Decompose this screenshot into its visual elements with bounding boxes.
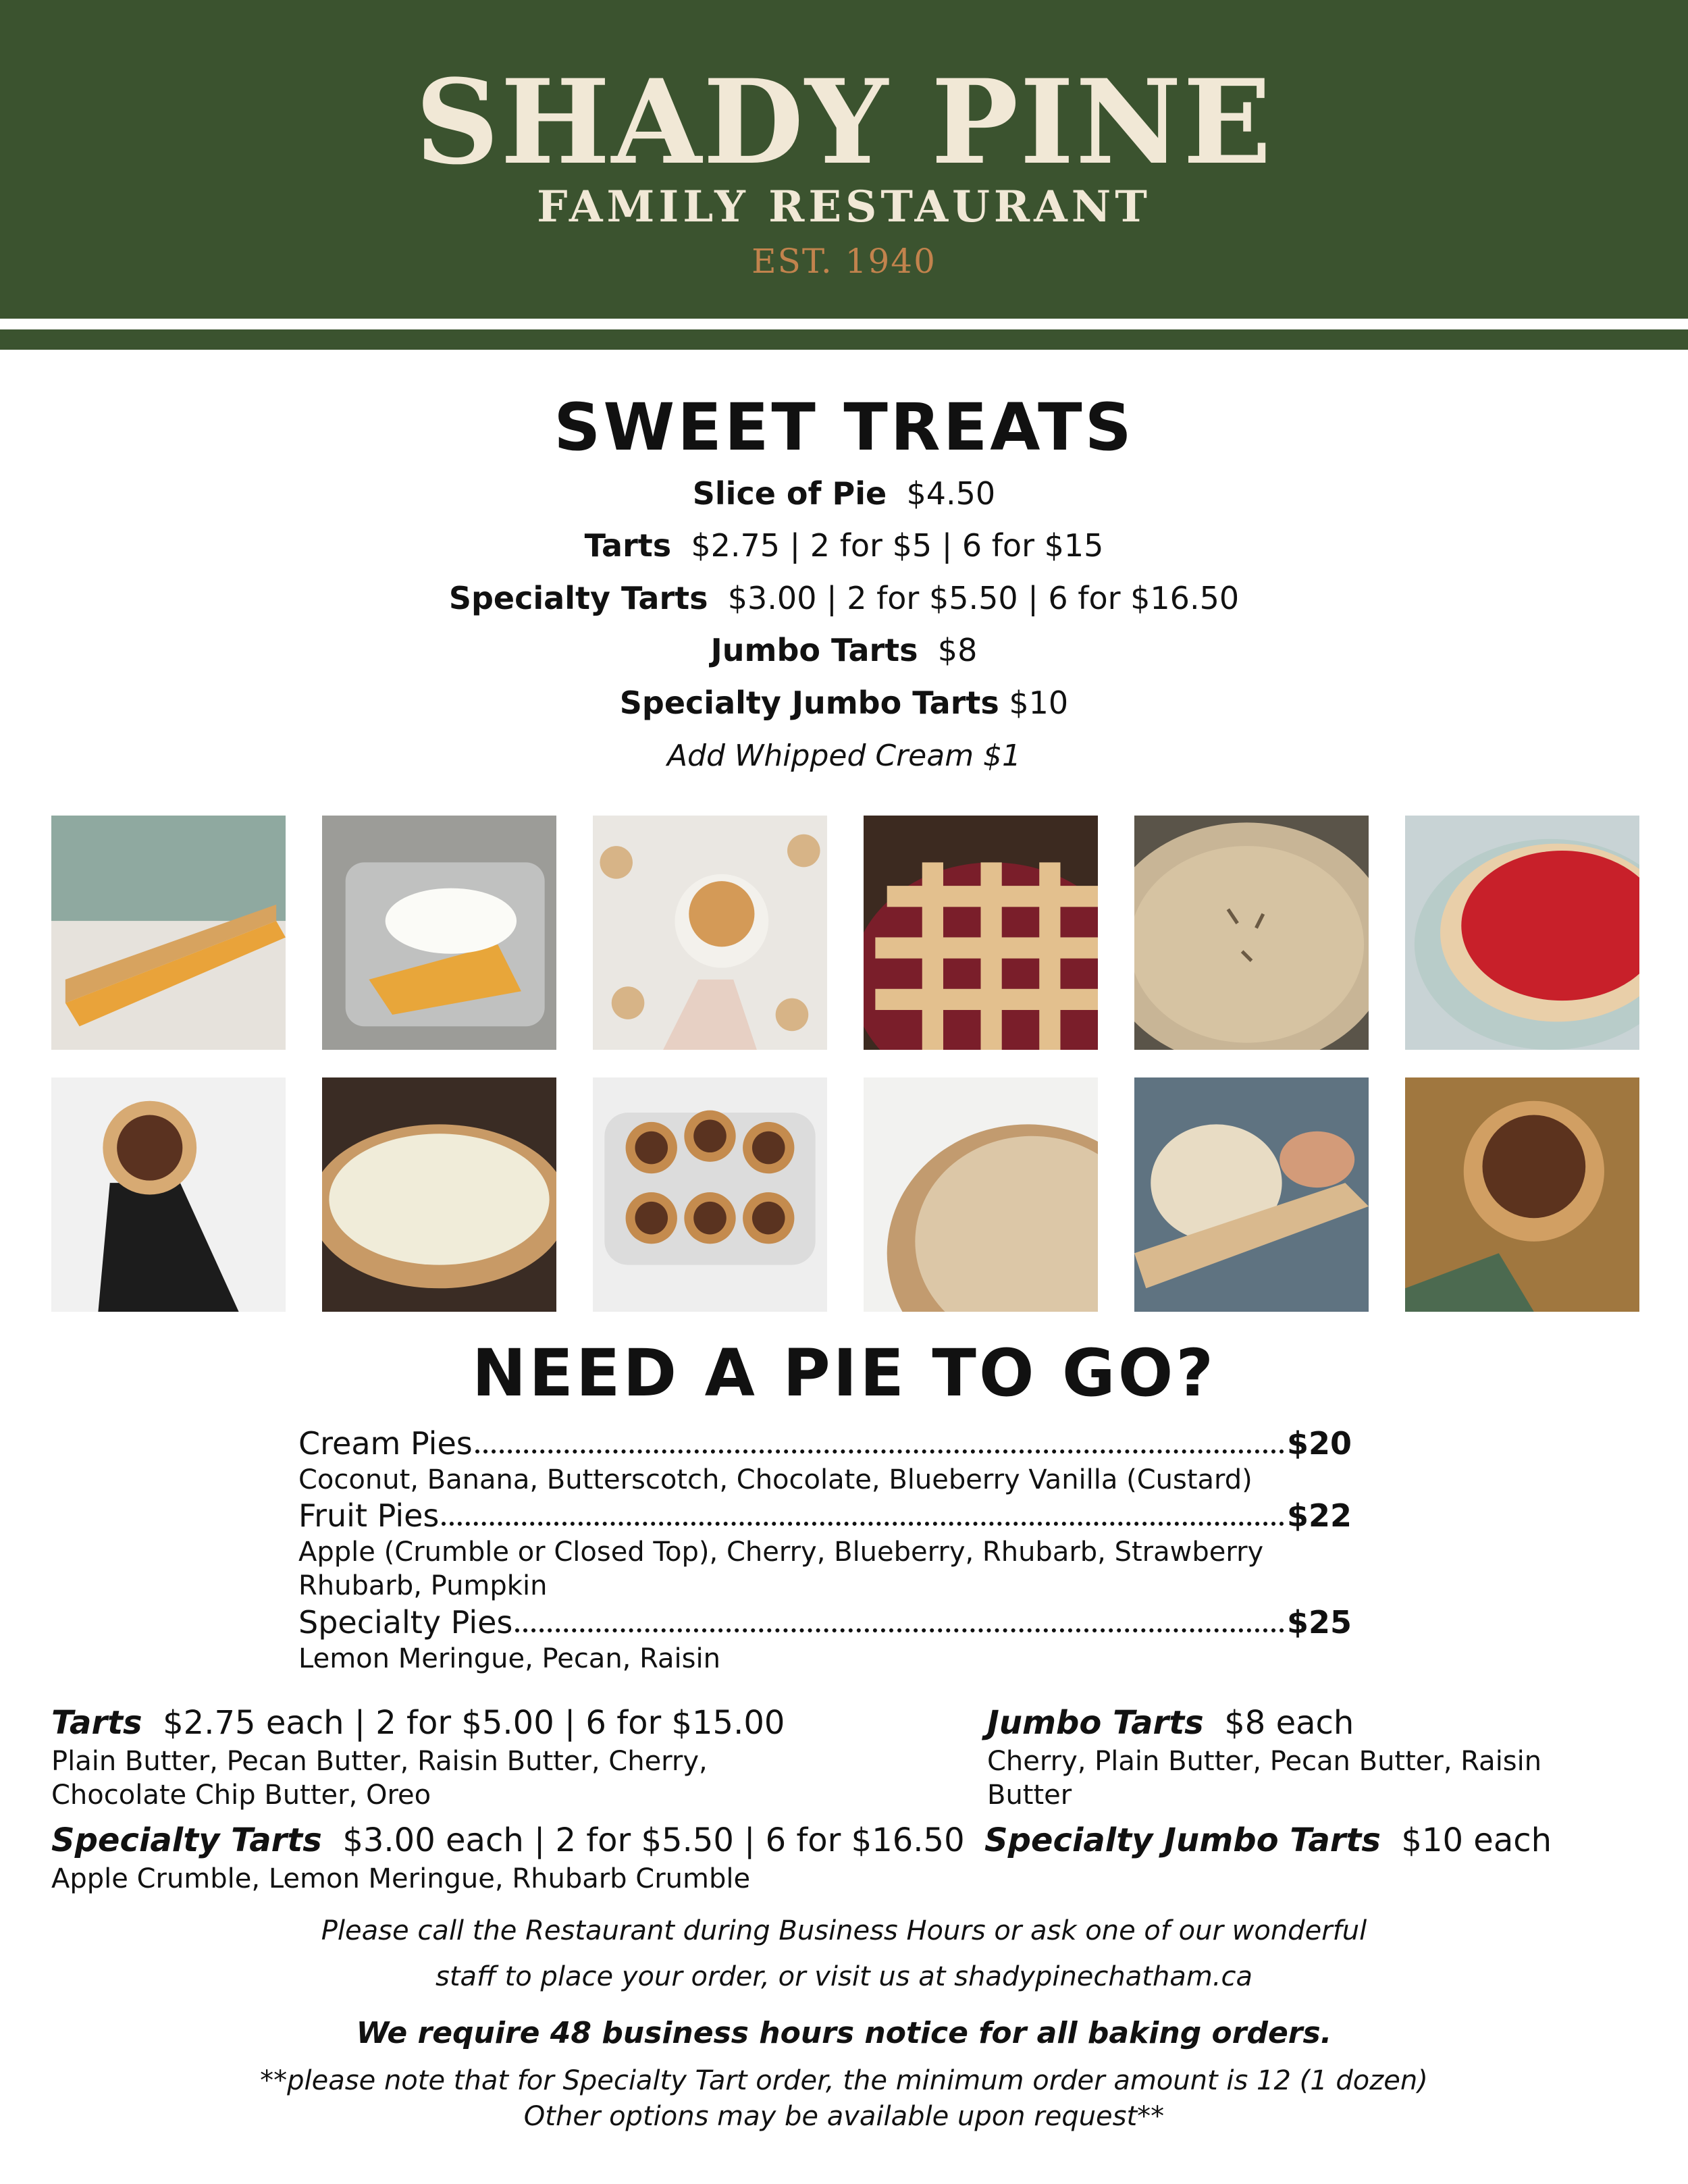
pie-price: $20: [1286, 1425, 1352, 1462]
strawberry-pie-photo: [1405, 816, 1639, 1050]
lemon-meringue-pie-photo: [864, 1077, 1098, 1312]
tart-price: $3.00 each | 2 for $5.50 | 6 for $16.50: [342, 1821, 965, 1859]
pie-slice-crumble-photo: [51, 816, 286, 1050]
menu-line-jumbo-tarts: [0, 632, 1688, 668]
item-price: $4.50: [906, 475, 996, 512]
specialty-pies-row: [298, 1604, 1352, 1676]
specialty-tarts-block: [51, 1821, 983, 1896]
item-name: Specialty Jumbo Tarts: [619, 685, 999, 721]
other-options-note: Other options may be available upon request**: [523, 2101, 1165, 2132]
item-price: $2.75 | 2 for $5 | 6 for $15: [691, 527, 1104, 564]
tart-price: $8 each: [1224, 1704, 1354, 1742]
tart-name: Tarts: [51, 1704, 142, 1742]
to-go-title: NEED A PIE TO GO?: [471, 1335, 1216, 1411]
item-name: Jumbo Tarts: [710, 632, 918, 668]
minimum-order-note: **please note that for Specialty Tart order, the minimum order amount is 12 (1 dozen): [260, 2065, 1428, 2096]
menu-line-specialty-tarts: [0, 580, 1688, 616]
item-price: $3.00 | 2 for $5.50 | 6 for $16.50: [727, 580, 1240, 616]
cream-pie-slice-container-photo: [322, 816, 556, 1050]
tart-description: Plain Butter, Pecan Butter, Raisin Butter, Cherry, Chocolate Chip Butter, Oreo: [51, 1746, 708, 1811]
header-stripe: [0, 329, 1688, 350]
pie-name: Cream Pies: [298, 1425, 473, 1462]
notice-requirement: We require 48 business hours notice for all baking orders.: [356, 2016, 1332, 2050]
brand-subtitle: FAMILY RESTAURANT: [537, 182, 1151, 232]
lattice-cherry-pie-photo: [864, 816, 1098, 1050]
cream-pies-row: [298, 1425, 1352, 1497]
leader-dots: [515, 1628, 1284, 1632]
tart-name: Specialty Tarts: [51, 1821, 322, 1859]
leader-dots: [475, 1449, 1284, 1454]
header-banner: [0, 0, 1688, 319]
sweet-treats-title: SWEET TREATS: [554, 390, 1134, 465]
item-name: Slice of Pie: [692, 475, 887, 512]
rolling-pin-dough-photo: [1134, 1077, 1369, 1312]
pie-price: $25: [1286, 1604, 1352, 1641]
pie-name: Fruit Pies: [298, 1497, 440, 1534]
tart-name: Specialty Jumbo Tarts: [984, 1821, 1381, 1859]
pie-name: Specialty Pies: [298, 1604, 513, 1641]
pie-price: $22: [1286, 1497, 1352, 1534]
menu-line-slice-of-pie: [0, 475, 1688, 512]
pie-description: Coconut, Banana, Butterscotch, Chocolate, Blueberry Vanilla (Custard): [298, 1464, 1252, 1495]
jumbo-tarts-block: [987, 1704, 1595, 1812]
tart-price: $2.75 each | 2 for $5.00 | 6 for $15.00: [163, 1704, 785, 1742]
leader-dots: [442, 1521, 1284, 1526]
item-price: $10: [1009, 685, 1069, 721]
tart-price: $10 each: [1401, 1821, 1552, 1859]
pie-description: Apple (Crumble or Closed Top), Cherry, Blueberry, Rhubarb, Strawberry Rhubarb, Pumpkin: [298, 1537, 1264, 1601]
brand-name: SHADY PINE: [415, 53, 1273, 190]
coconut-cream-pie-photo: [322, 1077, 556, 1312]
menu-line-tarts: [0, 527, 1688, 564]
established-year: EST. 1940: [751, 242, 937, 281]
butter-tart-gloved-hand-photo: [51, 1077, 286, 1312]
item-name: Specialty Tarts: [448, 580, 708, 616]
pecan-tarts-tray-photo: [593, 1077, 827, 1312]
pie-description: Lemon Meringue, Pecan, Raisin: [298, 1643, 720, 1674]
tart-name: Jumbo Tarts: [987, 1704, 1204, 1742]
tarts-block: [51, 1704, 895, 1812]
whipped-cream-addon: Add Whipped Cream $1: [666, 739, 1022, 773]
closed-top-pie-photo: [1134, 816, 1369, 1050]
tart-description: Apple Crumble, Lemon Meringue, Rhubarb Crumble: [51, 1863, 751, 1894]
item-price: $8: [937, 632, 978, 668]
tart-description: Cherry, Plain Butter, Pecan Butter, Raisin Butter: [987, 1746, 1542, 1811]
specialty-jumbo-tarts-block: [984, 1821, 1660, 1859]
menu-line-specialty-jumbo-tarts: [0, 685, 1688, 721]
header-divider: [0, 319, 1688, 329]
order-instructions-line1: Please call the Restaurant during Business Hours or ask one of our wonderful: [321, 1915, 1367, 1946]
pecan-jumbo-tart-in-hand-photo: [1405, 1077, 1639, 1312]
item-name: Tarts: [584, 527, 672, 564]
fruit-pies-row: [298, 1497, 1352, 1603]
meringue-tart-in-hand-photo: [593, 816, 827, 1050]
order-instructions-line2: staff to place your order, or visit us at shadypinechatham.ca: [436, 1961, 1252, 1992]
